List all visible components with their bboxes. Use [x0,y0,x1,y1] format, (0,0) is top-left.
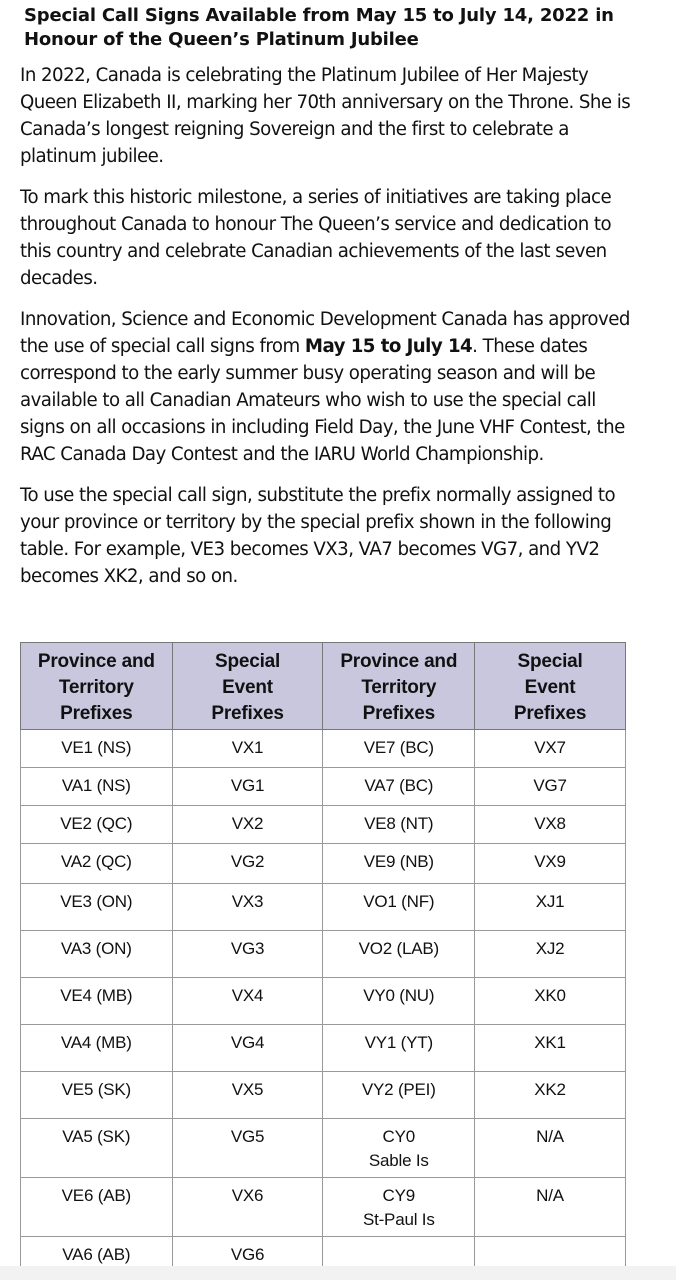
table-cell: VA4 (MB) [21,1025,173,1072]
table-cell: XK2 [475,1072,626,1119]
table-cell: VY1 (YT) [323,1025,475,1072]
table-cell: VA5 (SK) [21,1119,173,1178]
cell-location: St-Paul Is [362,1210,435,1229]
paragraph-3 [20,306,632,468]
table-row [21,806,626,844]
table-cell: VE4 (MB) [21,978,173,1025]
paragraph-3-end: . These dates correspond to the early summer busy operating season and will be available to all Canadian Amateurs who wish to use the special call signs on all occasions in including Field Day, the June VHF Contest, the RAC Canada Day Contest and the IARU World Championship. [20,336,625,465]
table-cell: VA2 (QC) [21,844,173,884]
table-cell: VY2 (PEI) [323,1072,475,1119]
table-row [21,1119,626,1178]
table-cell: VE7 (BC) [323,730,475,768]
table-cell: VE2 (QC) [21,806,173,844]
paragraph-3-start: Innovation, Science and Economic Development Canada has approved the use of special call signs from [20,309,630,357]
bottom-strip [0,1266,676,1280]
table-row [21,730,626,768]
table-row [21,1178,626,1237]
table-row [21,1072,626,1119]
table-cell: VX4 [172,978,323,1025]
table-cell: VX1 [172,730,323,768]
table-cell: XK1 [475,1025,626,1072]
document-title [24,4,632,52]
table-cell: VY0 (NU) [323,978,475,1025]
table-cell: VE8 (NT) [323,806,475,844]
table-cell: VG6 [172,1237,323,1275]
cell-location: Sable Is [368,1151,429,1170]
table-row [21,1025,626,1072]
table-cell: VG5 [172,1119,323,1178]
table-cell: VG1 [172,768,323,806]
table-cell: VO2 (LAB) [323,931,475,978]
table-cell: XJ2 [475,931,626,978]
table-row [21,844,626,884]
cell-prefix: CY9 [382,1186,416,1205]
table-row [21,931,626,978]
table-cell: VX8 [475,806,626,844]
table-cell: VE3 (ON) [21,884,173,931]
table-header-row [21,643,626,730]
table-cell: VE6 (AB) [21,1178,173,1237]
table-cell: VA1 (NS) [21,768,173,806]
cell-prefix: CY0 [382,1127,416,1146]
table-cell [323,1178,475,1237]
table-cell: VE1 (NS) [21,730,173,768]
paragraph-4: To use the special call sign, substitute the prefix normally assigned to your province or territory by the special prefix shown in the following table. For example, VE3 becomes VX3, VA7 becomes VG7, and YV2 becomes XK2, and so on. [20,485,616,587]
table-cell: VG7 [475,768,626,806]
header-province-territory-1: Province and Territory Prefixes [21,643,173,730]
table-cell: VE5 (SK) [21,1072,173,1119]
table-row [21,884,626,931]
table-cell: XJ1 [475,884,626,931]
header-province-territory-2: Province and Territory Prefixes [323,643,475,730]
table-cell: VA7 (BC) [323,768,475,806]
prefix-table [20,642,626,1275]
table-cell: VX3 [172,884,323,931]
table-cell: N/A [475,1119,626,1178]
table-cell: VX6 [172,1178,323,1237]
header-special-event-2: Special Event Prefixes [475,643,626,730]
table-cell: N/A [475,1178,626,1237]
table-cell: VG2 [172,844,323,884]
table-cell: XK0 [475,978,626,1025]
table-cell: VG3 [172,931,323,978]
table-row [21,978,626,1025]
paragraph-2: To mark this historic milestone, a series of initiatives are taking place throughout Canada to honour The Queen’s service and dedication to this country and celebrate Canadian achievements of the last seven decades. [20,187,612,289]
title-line-1: Special Call Signs Available from May 15 to July 14, 2022 in [24,5,614,26]
table-row [21,768,626,806]
table-cell: VA3 (ON) [21,931,173,978]
table-cell: VX9 [475,844,626,884]
table-cell: VE9 (NB) [323,844,475,884]
header-special-event-1: Special Event Prefixes [172,643,323,730]
document-page [20,4,632,1264]
paragraph-3-dates: May 15 to July 14 [304,336,473,357]
paragraph-1: In 2022, Canada is celebrating the Platinum Jubilee of Her Majesty Queen Elizabeth II, marking her 70th anniversary on the Throne. She is Canada’s longest reigning Sovereign and the first to celebrate a platinum jubilee. [20,65,631,167]
title-line-2: Honour of the Queen’s Platinum Jubilee [24,29,419,50]
table-cell: VA6 (AB) [21,1237,173,1275]
table-cell: VX7 [475,730,626,768]
table-cell: VO1 (NF) [323,884,475,931]
table-cell: VX5 [172,1072,323,1119]
table-cell: VX2 [172,806,323,844]
table-cell: VG4 [172,1025,323,1072]
table-cell [323,1119,475,1178]
